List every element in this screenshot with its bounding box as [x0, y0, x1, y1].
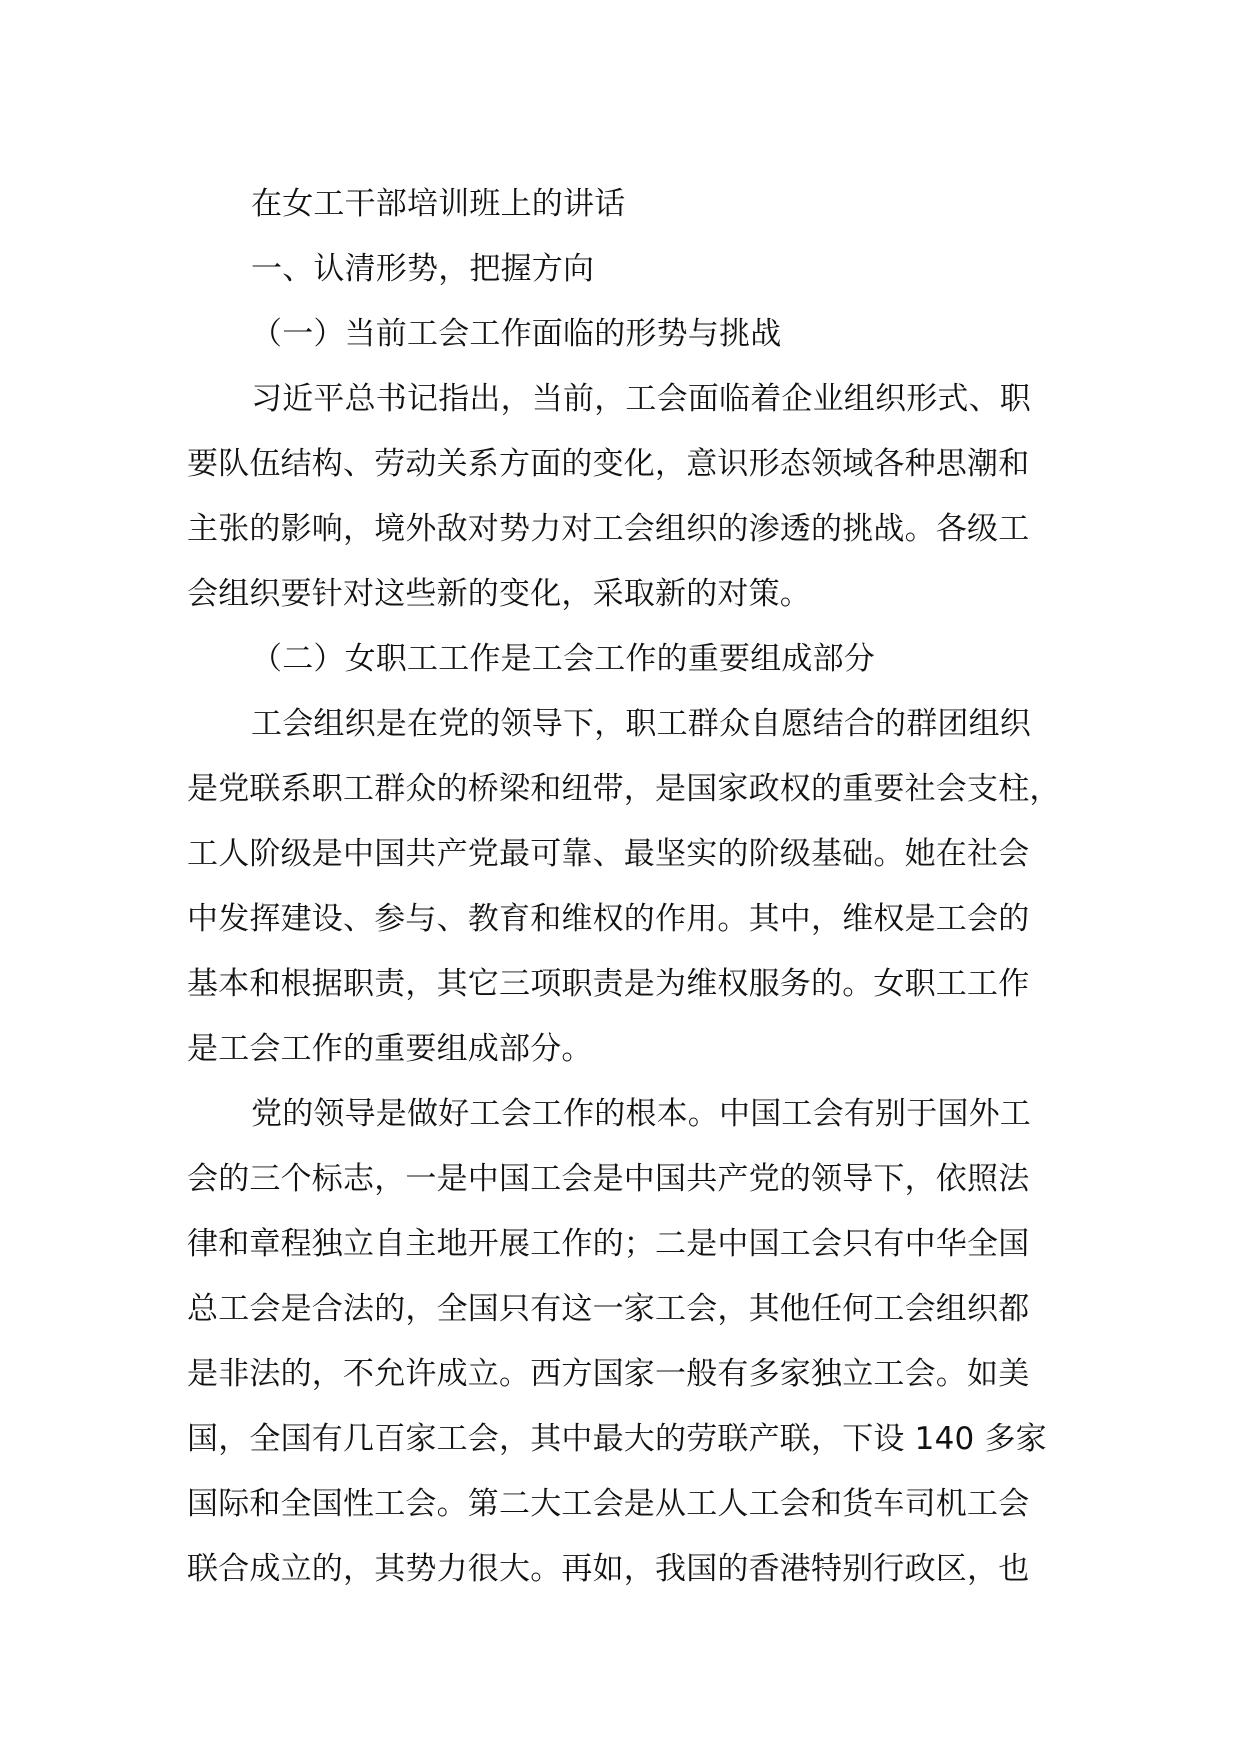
paragraph-line: 党的领导是做好工会工作的根本。中国工会有别于国外工 [251, 1096, 1031, 1132]
paragraph-union-role [187, 692, 1072, 1082]
paragraph-line: 基本和根据职责，其它三项职责是为维权服务的。女职工工作 [187, 966, 1030, 1002]
paragraph-party-leadership [187, 1082, 1072, 1602]
paragraph-situation [187, 367, 1072, 627]
paragraph-line: 是党联系职工群众的桥梁和纽带，是国家政权的重要社会支柱， [187, 771, 1061, 807]
paragraph-line: 是工会工作的重要组成部分。 [187, 1031, 593, 1067]
subsection-heading-1: （一）当前工会工作面临的形势与挑战 [251, 316, 782, 352]
paragraph-line: 国际和全国性工会。第二大工会是从工人工会和货车司机工会 [187, 1486, 1030, 1522]
paragraph-line: 律和章程独立自主地开展工作的；二是中国工会只有中华全国 [187, 1226, 1030, 1262]
document-title: 在女工干部培训班上的讲话 [251, 186, 626, 222]
paragraph-line: 习近平总书记指出，当前，工会面临着企业组织形式、职 [251, 381, 1031, 417]
paragraph-line: 总工会是合法的，全国只有这一家工会，其他任何工会组织都 [187, 1291, 1030, 1327]
paragraph-line: 主张的影响，境外敌对势力对工会组织的渗透的挑战。各级工 [187, 511, 1030, 547]
paragraph-line: 会组织要针对这些新的变化，采取新的对策。 [187, 576, 811, 612]
paragraph-line: 工人阶级是中国共产党最可靠、最坚实的阶级基础。她在社会 [187, 836, 1030, 872]
subsection-heading-2: （二）女职工工作是工会工作的重要组成部分 [251, 641, 875, 677]
paragraph-line: 会的三个标志，一是中国工会是中国共产党的领导下，依照法 [187, 1161, 1030, 1197]
paragraph-line: 国，全国有几百家工会，其中最大的劳联产联，下设 140 多家 [187, 1421, 1047, 1457]
section-heading-1: 一、认清形势，把握方向 [251, 251, 595, 287]
paragraph-line: 联合成立的，其势力很大。再如，我国的香港特别行政区，也 [187, 1551, 1030, 1587]
document-body [187, 172, 1072, 1602]
paragraph-line: 中发挥建设、参与、教育和维权的作用。其中，维权是工会的 [187, 901, 1030, 937]
paragraph-line: 是非法的，不允许成立。西方国家一般有多家独立工会。如美 [187, 1356, 1030, 1392]
paragraph-line: 要队伍结构、劳动关系方面的变化，意识形态领域各种思潮和 [187, 446, 1030, 482]
paragraph-line: 工会组织是在党的领导下，职工群众自愿结合的群团组织 [251, 706, 1031, 742]
